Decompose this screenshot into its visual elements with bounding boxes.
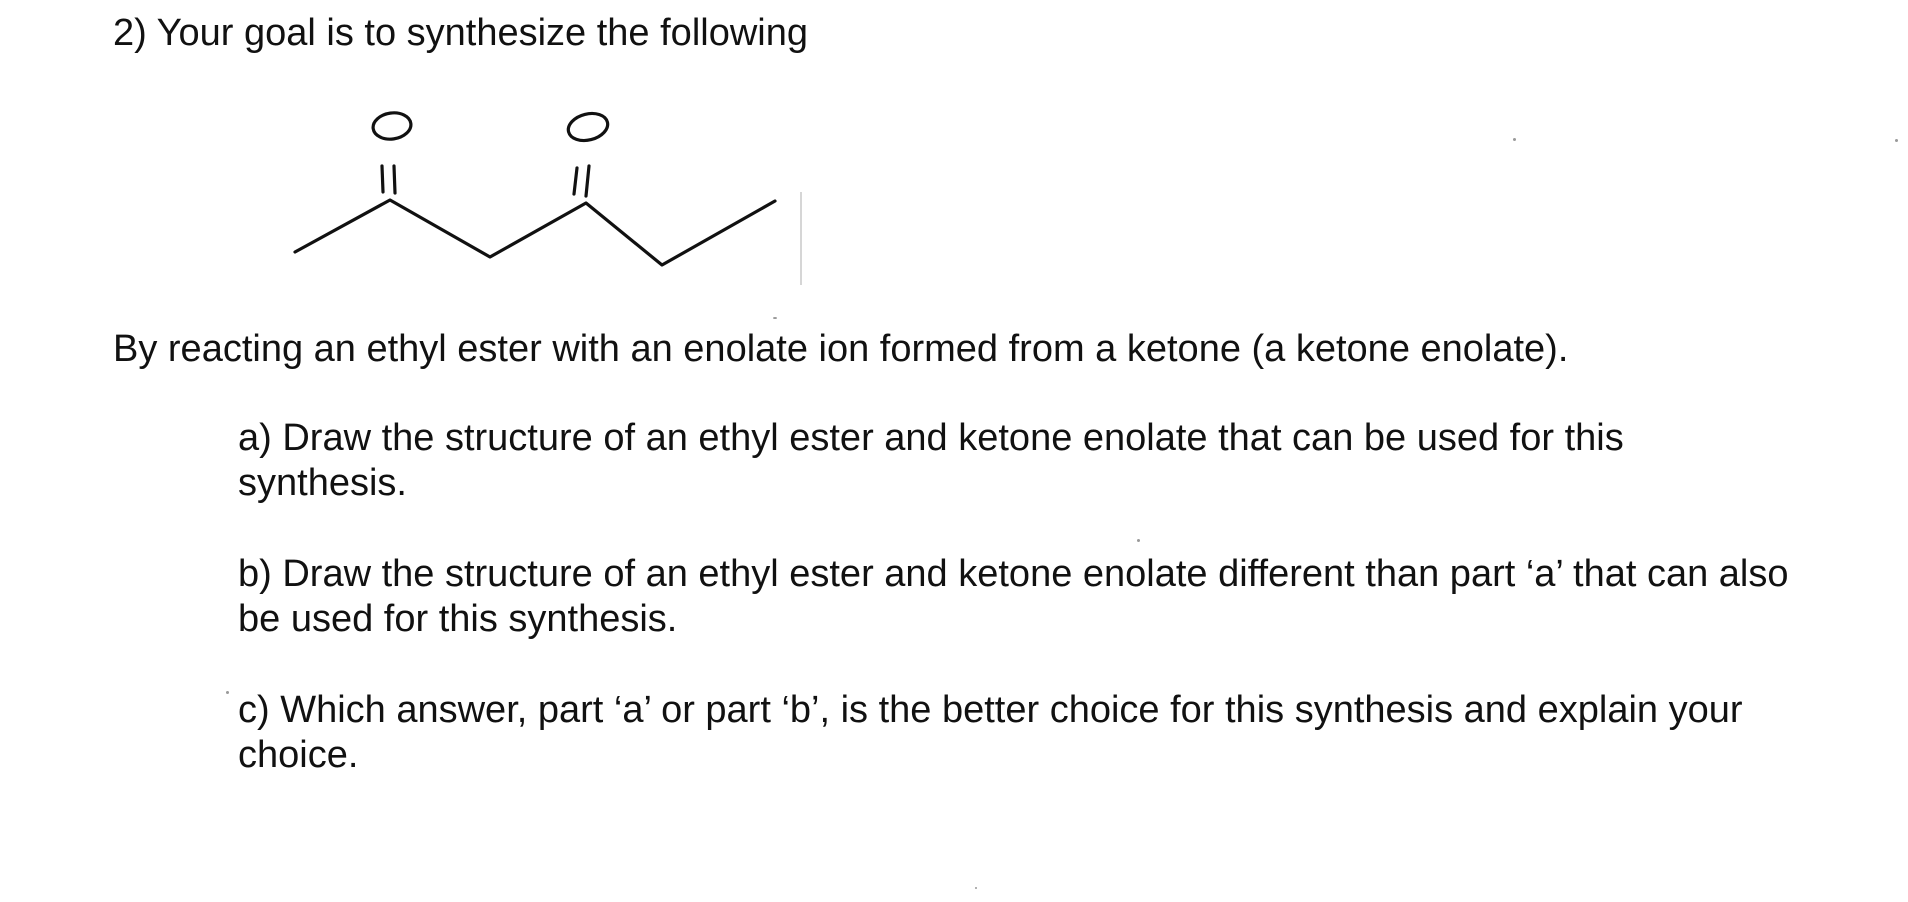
part-c-prompt: c) Which answer, part ‘a’ or part ‘b’, is the better choice for this synthesis and explain your choice. [238,689,1743,776]
scan-speck [226,691,229,694]
intro-sentence: By reacting an ethyl ester with an enolate ion formed from a ketone (a ketone enolate). [113,328,1569,370]
carbonyl-bond-1b [394,166,395,193]
carbonyl-bond-2a [574,168,577,194]
scan-speck [975,887,977,889]
target-molecule-structure [280,100,810,300]
part-b-prompt: b) Draw the structure of an ethyl ester and ketone enolate different than part ‘a’ that can also be used for this synthesis. [238,553,1789,640]
oxygen-atom-2 [565,110,610,145]
carbonyl-bond-2b [586,166,589,196]
carbon-backbone [295,200,775,265]
scan-speck [1137,539,1140,542]
scan-speck [773,317,777,319]
scan-speck [1513,138,1516,141]
carbonyl-bond-1a [382,166,383,192]
scan-speck [1895,139,1898,142]
oxygen-atom-1 [371,110,412,141]
question-title: 2) Your goal is to synthesize the following [113,12,808,54]
part-a-prompt: a) Draw the structure of an ethyl ester and ketone enolate that can be used for this synthesis. [238,417,1624,504]
